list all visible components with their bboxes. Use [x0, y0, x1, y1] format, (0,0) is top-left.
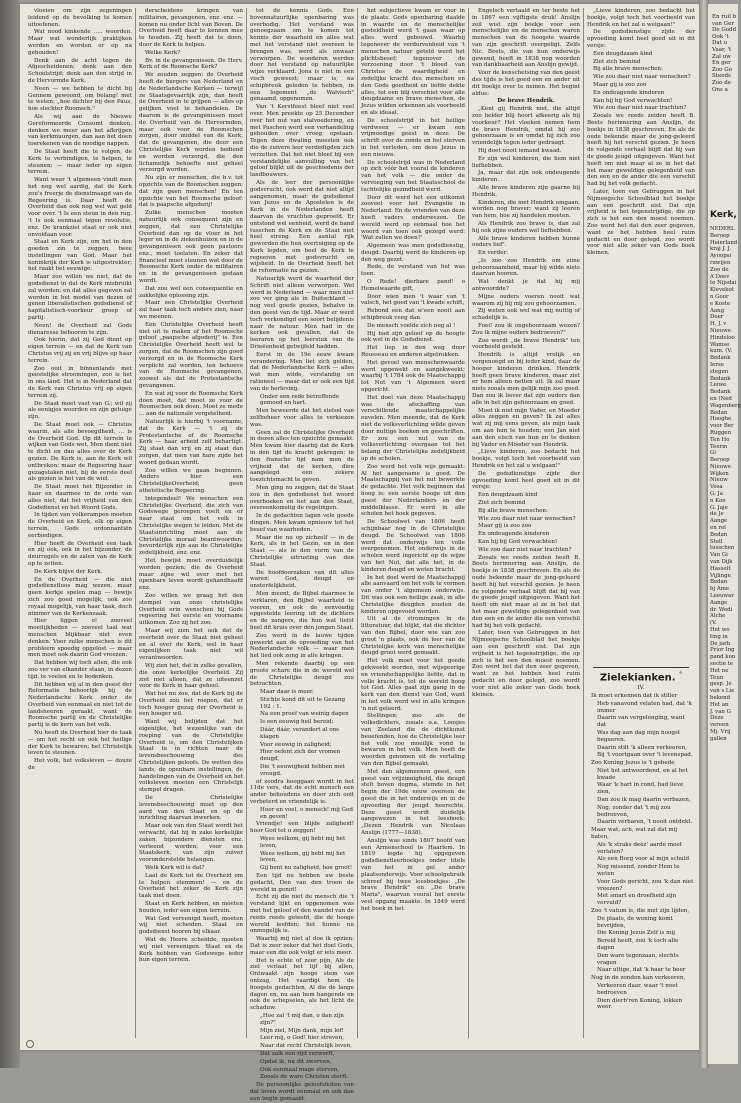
paragraph: „Lieve kinderen, zoo bedacht het boekje, volgt toch het voorbeeld van Hendrik en het zal u welgaan!" — [472, 449, 580, 469]
paragraph: Die 't eeuwigheid hebben met vreugd. — [260, 764, 345, 777]
paragraph: Algemeen was men godsdienstig, deugd. Daarbij werd de kinderen op den weg gezet. — [361, 243, 465, 263]
paragraph: Zoo werdt „de brave Hendrik" ten voorbeeld gesteld. — [472, 337, 580, 351]
paragraph: Maar wij zien het ook dat de overheid over de Staat niet geheel en al over de Kerk, wel in haar eigenlijken taak niet wil verantwoorden. — [139, 627, 243, 662]
paragraph: O Rede! dierbare pand! o Hemelwaarde gift, — [361, 279, 465, 292]
paragraph: Ziet zich bemind — [593, 58, 641, 65]
poem-line: De plaats, de woning komt bevrijden, — [597, 915, 673, 929]
paragraph: Een Christelijke Overheid heeft niet uit te maken of het Roomsche geloof „paapsche afgoderij" is. Een Christelijke Overheid heeft wel te zorgen, dat de Roomschen zijn goed verzorgd en in de Roomsche Kerk verplicht zal worden, ten behoeve van de Roomsche gevangenen, zoowel als dat de Protestantsche gevangenen. — [139, 321, 243, 390]
paragraph: De Staat moet het Bijzonder in haar en daarmee in de orde van alles niet, dat het vrijheid van den Godsdienst en het Woord Gods. — [28, 484, 132, 511]
paragraph: Voor eeuwig in zaligheid; — [260, 741, 332, 748]
column-rule — [135, 8, 136, 1038]
paragraph: Maar zoo willen we niet, dat de godsdienst in dat de Kerk misbruikt zal worden; en dat alles gegeven zal worden in het model van dezen of genen liberalistischen godsdienst of kapitalistisch-voorkeur groep of partij. — [28, 274, 132, 322]
fragment-line: van Dijk — [710, 559, 733, 566]
paragraph: Er zijn wel kinderen, die hem niet liefhebben. — [472, 155, 580, 169]
fragment-line: dr. Wedi — [710, 606, 733, 613]
paragraph: De schoolstrijd in het heilige verdween — er kwam een vrijmoedige geest in deze. De schrift over de zonde en het sterven in het verleden, om deze Jezus in een nieuwe. — [361, 117, 465, 158]
paragraph: Maar daar is meer. — [260, 689, 314, 696]
fragment-line: tusschen — [710, 545, 735, 552]
fragment-line: kum. (V. — [710, 348, 733, 355]
paragraph: Neen! de Overheid zal Gods dienaresse behooren te zijn. — [28, 322, 132, 336]
next-page-section-title: Kerk, — [710, 210, 737, 220]
fragment-line: Leiwe — [710, 382, 727, 389]
paragraph: De hoofdoorzaken van dit alles waren: God, deugd en onsterfelijkheid. — [250, 569, 354, 590]
section-divider — [593, 667, 689, 668]
paragraph: Alle brave kinderen hebben hunne ouders lief". — [472, 235, 580, 249]
paragraph: Natuurlijk werd de waarheid der Schrift niet alleen verworpen. Wel werd in Nederland — waar men niet zoo ver ging als in Duitschland — nog veel goeds gezien, behalve in den geest van de tijd. Maar er werd toch verkondigd een soort belijdenis naar de natuur. Men had in de kerken ook gevallen, dat de leeraren op het leerstuk van de Drieëenheid getwijfeld hadden. — [250, 276, 354, 351]
paragraph: Wie zou daar niet naar trachten? — [593, 105, 687, 112]
paragraph: Mijne ouders voeren nooit wat waarom zij hij mij zou gehoorzamen. — [472, 293, 580, 307]
paragraph: Stichte kond dit uit te Gezang 192 : 1. — [260, 696, 346, 710]
paragraph: Welke Kerk? — [145, 49, 181, 56]
article-column-2 — [139, 8, 243, 1038]
paragraph: Het volk, het volksleven — douze de — [28, 758, 132, 772]
paragraph: De Staat heeft die te volgen, de Kerk te verbindigen, te helpen, te steunen; — maar ieder op eigen terrein. — [28, 148, 132, 176]
paragraph: Wat nood kinkende ..... woorden. Maar wat wonderlijk praktijken werden en worden er op na gehouden! — [28, 29, 132, 56]
fragment-line: Alche — [710, 613, 726, 620]
fragment-line: Het wo — [710, 627, 730, 634]
paragraph: Staat en Kerk zijn, om het in den goeden zin te zeggen, twee instellingen van God. Maar het koninkrijk der Kerk is uitgestrekter; het raakt het eeuwige. — [28, 239, 132, 273]
fragment-line: Teerm — [710, 443, 728, 450]
fragment-line: En ger — [712, 60, 731, 67]
poem-line: Daarin verbaren, 't nooit ontdekt. — [597, 819, 693, 826]
fragment-line: Vaar, 't — [712, 46, 732, 53]
poem-body — [587, 693, 695, 1011]
fragment-line: ting in — [710, 633, 728, 640]
fragment-line: voor Ber — [710, 423, 734, 430]
fragment-line: gesp. Je — [710, 681, 732, 688]
paragraph: Het bewijst moet overduidelijk worden gezien; die de Overheid maar zijne wil over met het openbare leven wordt gehandhaafd enz. — [139, 557, 243, 592]
paragraph: Waarbij mij niet al doe ik opzien: Dat is zeer zeker dat het doel Gods, maar een die ook volgt er iets meer. — [250, 936, 354, 956]
poem-line: Heb vanavond velaten had, dat 'k immer — [597, 700, 692, 714]
column-rule — [468, 8, 469, 1038]
paragraph: Bij alle brave menschen: — [593, 66, 663, 73]
fragment-line: Hasselt — [710, 565, 731, 572]
fragment-line: en rel — [710, 525, 726, 532]
poem-title: Zielekianken. ° — [599, 671, 683, 684]
paragraph: Alle brave kinderen zijn gaarne bij Hendrik. — [472, 184, 580, 198]
fragment-line: De Godd — [712, 27, 737, 34]
fragment-line: Ten Ho — [710, 436, 730, 443]
fragment-line: Ayoopsi — [710, 253, 732, 260]
paragraph: De mensch voelde zich nog al ! — [367, 322, 456, 329]
paragraph: Hoor en voel, o mensch! mij God en geven! — [260, 806, 353, 820]
article-column-5 — [472, 8, 580, 1038]
paragraph: Door wien men 't waar van 't valsch, het goed van 't kwade schift, — [361, 293, 465, 307]
paragraph: Hij doet nooit iemand kwaad. — [478, 147, 562, 154]
paragraph: Echt zij die niet de mensch die 't verstand lijkt en opgenomen was met het geloof of den wandel van de reeds reeds geleefd, die de hooge wereld leefden; het hunne nu onmogelijk is. — [250, 894, 354, 935]
paragraph: Als de leer der persoonlijke godsvrucht, ook werd dat niet altijd aangenomen, maar de godsdienst van Jezus en de Apostelen is de Kerk in de Nederlanden heeft daarvan de vruchten geproefd. Er ontstond wel eenheid, werd de band tusschen de Kerk en de Staat niet heel streng. Een aantal rijk geworden die hun overtuiging op de Kerk legden, om heel de Kerk te regeeren met godsvrucht en wijsheid. In de Overheid heeft het de reformatie na gezien. — [250, 179, 354, 275]
poem-line: Bij 't voortgaan over 't levenspad. — [597, 752, 693, 759]
poem-line: Nog in de zonden kan verkeeren, — [591, 975, 686, 982]
paragraph: In de gedachten lagen vele goede dingen. Men kwam opnieuw tot het besef van waarheden. — [250, 513, 354, 533]
fragment-line: Zoo de — [710, 266, 729, 273]
paragraph: Nu heeft de Overheid hier de taak — om het recht en ook het heilige der Kerk te bewaren; het Christelijk leven te steunen. — [28, 730, 132, 757]
paragraph: Mijn ziel, Mijn dank, mijn lof! — [260, 1027, 344, 1034]
fragment-line: Beroep — [710, 457, 730, 464]
paragraph: Het is echte of zeer pijn, Als de ziel verlaat het lijf bij allen, Ontwaakt zijn hooge stem van ontzag, Het vaardigt hem de hoogste gedachten, Al die de lange dagen en, nu aan hem hangende en ook de schepselen, als het licht de schaduw. — [250, 957, 354, 1012]
poem-line: Maar wat, ach, wat zal dat mij baten, — [591, 827, 678, 841]
fragment-line: stegen — [710, 368, 729, 375]
poem-line: Waar 'k hart in rond, had lieve zien, — [597, 782, 684, 796]
paragraph: Hier oefent zich der vromen deugd, — [260, 749, 341, 763]
column-rule — [357, 8, 358, 1038]
fragment-line: Bedank — [710, 389, 731, 396]
paragraph: Zij weten ook wel wat mij nuttig of schadelijk is. — [472, 308, 580, 322]
paragraph: Geen zal de Christelijke Overheid in dezen alles ten opzichte gemaakt. Men kwam hier daarbij dat de Kerk in den tijd de kracht gekregen; in den fransche tijd nam men de vrijheid dat de kerken, dien aangelegd een zekere toezichtsmacht te geven. — [250, 429, 354, 484]
paragraph: Neen — we hebben te dicht bij Gennem gewoond, om belang! met te weten; „hoe dichter bij den Paus, hoe slechter Roomsch." — [28, 85, 132, 113]
paragraph: Moet ik niet mijn Vader, en Moeder alles zeggen en geven? Ik zal alles wat zij mij eens geven, als mijn taak om aan hun te houden; een Jan niet aan den eisch van hun en te denken bij Vader en Moeder van Hendrik. — [472, 407, 580, 448]
paragraph: Zulke menschen moeten natuurlijk ook consequent zijn en zeggen, dat een Christelijke Overheid dan op de vloer in het leger en in de ziekenhuizen en in de gevangenissen ook geen pastoors enz., moet toelaten. En zeker dat financieel moet steunen wat door de Roomsche Kerk onder de militairen en in de gevangenissen gedaan wordt. — [139, 210, 243, 285]
paragraph: Maar ook van den Staat wordt het verwacht, dat hij in zake kerkelijke zaken, bijzondere diensten enz. verleend worden; voor een Staatskerk, van zijn zuiver vooronderstelde belangen. — [139, 823, 243, 864]
fragment-line: Het ne — [710, 667, 729, 674]
fragment-line: Bedan — [710, 409, 728, 416]
fragment-line: Stell — [710, 538, 723, 545]
poem-line: Ik moet erkennen dat ik stiller — [591, 692, 678, 699]
fragment-line: bekend — [710, 694, 731, 701]
paragraph: De persoonlijke geloofsfeiten van dat leven wordt eenmaal en ook dan een begin gemaakt. — [250, 1082, 354, 1102]
paragraph: Men beweerde dat het stelsel van zelfbeheer voor alles te verkiezen was. — [250, 408, 354, 428]
paragraph: En ondeugende kinderen — [593, 89, 665, 96]
paragraph: En wat zij voor de Roomsche Kerk doen moet, dat moet ze voor de Roomschen ook doen. Moet ze mede ... aan de nationale vergetelheid. — [139, 390, 243, 418]
paragraph: Zoo werd het volk wijs gemaakt: Al het aangename is goed. De Maatschappij van het nut bewerkte de gedachte. Het volk beginnen dat hoog is: een eerste hooge uit den geest der Nederlanders en der middelklasse. Er werd in alle scholen het boek gegeven. — [361, 463, 465, 518]
fragment-line: G. Jaje — [710, 504, 728, 511]
fragment-line: Aange — [710, 599, 728, 606]
paragraph: Kan hij bij God verwachten! — [478, 538, 558, 545]
fragment-line: Steeds — [712, 73, 731, 80]
poem-line: Nog missend, zonder Hem te weten — [597, 864, 680, 878]
poem-line: Niet het antwoordend, en al het kwade — [597, 767, 688, 781]
article-column-3 — [250, 8, 354, 1102]
paragraph: In het doel werd de Maatschappij alle aanvaard om het volk te vormen van onder 't algemeen onderwijs. Dit was ook een heilige zaak, in alle Christelijke deugden zouden de kinderen opgevoed worden. — [361, 574, 465, 615]
paragraph: Vriendje! een blijde zaligheid! hoor God tot u zeggen! — [250, 821, 354, 835]
paragraph: Stellingen: zoo als de volksdichters, zooals o.a. Loosjes van Zeeland die de dichtkunst beoefenden, hoe de Christelijke leer het volk zoo moeilijk vond te bewaren in het volk. Men heeft de woorden genomen uit de vertaling van den Bijbel gemaakt. — [361, 713, 465, 768]
poem-section-number: IV. — [637, 685, 645, 692]
fragment-line: bj Ame — [710, 586, 730, 593]
poem-line: Den ware tegenzaan, slechts vragen — [597, 952, 679, 966]
paragraph: De Schoolwet van 1806 heeft schijnbaar nog in de Christelijke deugd. De Schoolwet van 1806 werd dat onderwijs ten volle overgenomen. Het onderwijs in de scholen werd ingericht op de wijze van het Nut, dat alle het, in de kinderen deugd en weten bracht. — [361, 519, 465, 573]
paragraph: Later, toen van Gebruggen in het Nijmeegsche Schoolblad het boekje aan een geschrift eist. Dat zijn vrijheid is het tegenstrijdige, die op zich is het een den moest noemen. Zoo werd het dat den zeer gegeven, want ze het hebben heel ruim gedacht en door gelegd, zoo wordt voor niet alle zeker van Gods boek kleinen. — [472, 630, 580, 698]
paragraph: Wie zou daar niet naar trachten? — [478, 546, 572, 553]
paragraph: Hier heeft de Overheid een taak en zij ook, ook in het bijzonder, de deurregels en de zalen van de Kerk op te zetten. — [28, 540, 132, 567]
fragment-line: en (Ned — [710, 395, 732, 402]
paragraph: En ondeugende kinderen — [478, 531, 550, 538]
poem-line: Nog, zonder dat 't mij zou bedroeven, — [597, 804, 671, 818]
fragment-line: Nieuw — [710, 477, 728, 484]
paragraph: Zoo ooit in binnenlands met geestelijke stroomingen, zoo is het in ons land. Het is in Nederland dat de Kerk van Christus vrij op eigen terrein zij. — [28, 365, 132, 399]
next-page-header-fragment — [712, 14, 738, 93]
paragraph: „Hoe zal 't mij dan, o dan zijn zijn?" — [260, 1012, 344, 1026]
paragraph: De schoolstrijd was in Nederland op zich vóór het vooral de kinderen van het volk — die onder de vervoeging van het Staatsschool de tuchtelijke gezindheid werd. — [361, 159, 465, 193]
paragraph: Maar gij is zoo zoo — [478, 523, 532, 530]
paragraph: Laat de Kerk tot de Overheid om te helpen stemmen! — en de Overheid het zeker de Kerk zijn taak niet doen. — [139, 872, 243, 900]
poem-line: Daarin stilt 'k alleen verkeeren, — [597, 744, 687, 751]
fragment-line: Nieuwe — [710, 327, 731, 334]
fragment-line: Wamse — [710, 341, 730, 348]
paragraph: Wat het nu zou, dat de Kerk bij de Overheid zou het roepen, dat er toch hooger gezag der Overheid is een hooger wil. — [139, 691, 243, 718]
paragraph: Maar gij is zoo zoo — [593, 81, 647, 88]
paragraph: En de Overheid — die niet godsdienstloos mag wezen, maar geen kerkje spelen mag — bewijs zich zoo goed mogelijk, ook zoo royaal mogelijk, van haar taak, doch nimmer van de Kerkenzaak. — [28, 576, 132, 617]
paragraph: Bv. in de gevangenissen. De Herv. Kerk of de Roomsche Kerk? — [139, 57, 243, 71]
poem-line: Voor Gods gericht, zou 'k dan niet vreezen? — [597, 878, 694, 892]
fragment-line: Teun — [710, 674, 724, 681]
paragraph: Opdat ik, na dit zwerven, — [260, 1058, 332, 1065]
fragment-line: Mj. Vrij — [710, 728, 731, 735]
paragraph: De Staat moet ook — Christus waarin, als alle bevoegdheid, ... is de Overheid God. Op dit terrein te wijken van Gods wet, Men dient niet te dicht en dan alles over de Kerk gezien. De Kerk is, aan de Kerk wil ontbreken; maar de Regeering haar gezagstaken niet, bij de eerste deel als gezien is het van de wiel. — [28, 422, 132, 483]
fragment-line: Zal uw — [712, 53, 731, 60]
paragraph: Zooals de ware Christen sterft. — [260, 1074, 349, 1081]
column-6-upper — [587, 8, 695, 663]
paragraph: Zoo willen we graag het den stempel van onze christelijke Overheid erin wenschen bij Gods regeering het eerste en voorname uitkomen. Zoo zij het zoo. — [139, 592, 243, 627]
paragraph: Door dit werd het een uitkomst zooveel voor het Evangelie in Nederland. En de vrienden van deze heeft vaders onderwezen. De wereld werd op eenmaal hoe het woord van toen ook gezegd werd: 'Wat zullen we doen?' — [361, 194, 465, 242]
paragraph: Zoo willen we gaan beginnen. Anders hier een ChristelijkeOverheid; geen atheïstische Regeering. — [139, 467, 243, 494]
paragraph: „Kent gij Hendrik niet, die altijd zoo helder blij hoort afkeerig als bij voorkeur? Het vloeken nemen hem de brave Hendrik, omdat hij zoo gehoorzaam is en omdat hij zich zoo vriendelijk tegen ieder gedraagt. — [472, 106, 580, 147]
fragment-line: Wagenberg — [710, 402, 741, 409]
paragraph: Rede, de verstand van het was toen. — [361, 264, 465, 278]
paragraph: Wij zien het, dat in zulke gevallen, die onze kerkelijke Overheid. Zij ziet niet alleen, dat ze uiteenzet voor de Kerk in haar geheel. — [139, 662, 243, 690]
paragraph: De Christelijke levensbeschouwing moet op den aard van den Staat en op de inrichting daarvan inwerken. — [139, 795, 243, 822]
paragraph: Men rekende daarbij op een groote schare die in de wereld wel de Christelijke deugd zou betrachten. — [250, 660, 354, 688]
fragment-line: H. J. v — [710, 321, 727, 328]
fragment-line: Ruggen — [710, 429, 732, 436]
paragraph: Een tijd nu hebben uw beste gedacht, Den van den troon de wereld in genot! — [250, 873, 354, 893]
paragraph: Na een proef van weinig dagen — [260, 711, 349, 718]
fragment-line: Gi — [710, 450, 717, 457]
paragraph: derscheidene kringen van militairen, gevangenen, enz. enz. — komen nu onder licht van Boven. De Overheid heeft daar te kennen mee te houden. Zij heeft dat te doen, door de Kerk te helpen. — [139, 8, 243, 48]
fragment-line: Bedank — [710, 355, 731, 362]
paragraph: het subjectieve kwam er voor in de plaats. Gods openbaring daalde in waarde en de menschelijke gesteldheid werd 't gaan waar op alles werd gebouwd. Waarbij tegenover de verdorvenheid van 't menschen natuur geteld werd het plichtsbesef; tegenover de verzoening door 't bloed van Christus de waardigheid en zedelijke kracht des menschen en den Gods goedheid en liefde dekte alles, tot een blij verschiet voor alle deugdzame en brave menschen, de Jezus wilden erkennen als voorbeeld en als ideaal. — [361, 8, 465, 116]
poem-line: Dan zou ik mag daarin verbazen, — [597, 797, 691, 804]
paragraph: De Kerk blijve der Kerk. — [34, 568, 103, 575]
paragraph: Want wij belijden dat het eigenlijke, het wezenlijke van de roeping van de Christelijke Overheid is, om den Christelijken Staat te in richten naar de levensbeschouwing des Christelijken geloofs. De wetten des lands, de openbare instellingen, de handelingen van de Overheid en het volksleven moeten een Christelijk stempel dragen. — [139, 719, 243, 794]
paragraph: Engelsch vertaald en ter beste het in 1867 een vijftigste druk! Anslijn zeil wist zijn boekje voor een menschelijke en de menschen waren menschen van de hoogste waarde van zijn geschrift overgeligt. Zelfs Nic. Beets, die van hun onderwijs gewend, heeft in 1838 nog woorden van dankbaarheid aan Anslijn gewijd. — [472, 8, 580, 69]
paragraph: Men ging nu zeggen, dat de Staat zou in den godsdienst het woord overhoeken en het aan den Staat, overeenkomstig de regelingen. — [250, 484, 354, 512]
fragment-line: G. Ja — [710, 491, 723, 498]
paragraph: In tijden van volkerampen moeten de Overheid en Kerk, elk op eigen terrein, Gods ordonnantiën eerbiedigen. — [28, 512, 132, 539]
paragraph: De brave Hendrik. — [497, 98, 555, 105]
fragment-line: van s Lie — [710, 688, 735, 695]
paragraph: tot de kennis Gods. Een bovennatuurlijke openbaring was overbodig. Het verstand was genoegzaam om te komen tot kennis der waarheid en alles wat met het verstand niet overeen te brengen was, werd als onwaar verworpen. De wonderen werden door het verstand op natuurlijke wijze verklaard. Jona is niet in een visch geweest; maar is, na schipbreuk geleden te hebben, in een logement „de Walvisch" genaamd, opgenomen. — [250, 8, 354, 103]
paragraph: vloeien om zijn zegeningen leidend op de bevolking te komen uitoefenen. — [28, 8, 132, 28]
paragraph: Het volk moet voor het goede gekweekt worden, met wijsgeerige en vriendschappelijke liefde, dat in volle kracht is, tot de wereld hoog tot God. Alles gaat zijn gang in de kerk van den dienst van God, want in het volk werd wel in alle kringen 'n nut geleerd. — [361, 658, 465, 712]
fragment-line: rawijen — [710, 259, 731, 266]
fragment-line: En ruil b — [712, 14, 737, 20]
paragraph: Zooals we reeds zeiden heeft B. Beets herinnering aan Anslijn, de boekje in 1838 geschreven. En als de oude bekende maar de jong-geleerd heeft hij het verschil gezien. Je heen de volgende verhaal blijft dat hij van de goede jeugd uitgegeven. Want het heeft om niet maar al ze in het dat het maar geweldige gelegenheid van den een en de ander die een verschil had bij het volk gedacht. — [587, 113, 695, 188]
paragraph: Het doel van deze Maatschappij was de afschaffing van verschillende maatschappelijke euvelen. Men meende, dat de Kerk niet de volksverlichting wilde geven door nuttige boeken en geschriften. Er zou een nut van de volksverlichting overgaan tot het belang der Christelijke zedelijkheid op de scholen. — [361, 394, 465, 462]
paragraph: Het liep in den weg door Rousseau en anderen afgetrokken. — [361, 345, 465, 359]
fragment-line: n Koe — [710, 497, 726, 504]
poem-line: Dien dierb'ren Koning, lokken weer. — [597, 997, 683, 1011]
fragment-line: sectie te — [710, 661, 734, 667]
poem-line: Daarin van vergelenging, want dat — [597, 715, 685, 729]
paragraph: Men meent, de Bijbel daarmee te verklaren, den Bijbel waarheid te voeren, en ook de eenvoudig opgestelde leering uit de dichters en de zangers, die hun wat liefst heel dit kruis over den jongen Staat. — [250, 590, 354, 631]
article-column-1 — [28, 8, 132, 1038]
poem-line: Zoo 't vatum is, die met zijn lijden, — [591, 908, 690, 915]
poem-line: Zoo Koning Jezus is 't gebede — [591, 760, 675, 767]
binding-edge — [0, 0, 20, 1068]
paragraph: De godsdienstige zijde der opvoeding komt heel goed uit in dit versje: — [472, 470, 580, 491]
fragment-line: Heierland — [710, 239, 738, 246]
paragraph: Hier liggen o! zooveel moeilijkheden — zooveel taal wat menschen blijkbaar niet even denken. Voor zulke menschen is dit probleem spoedig opgelost — maar men moet ook daarin God vreezen. — [28, 618, 132, 659]
fragment-line: Ons a — [712, 86, 728, 93]
paragraph: Van 't Kerstfeest bleef niet veel over. Men preekte op 25 December over het nut van stalvoedering, en met Paschen werd een verhandeling gehouden over vroeg opstaan. Tegen deze dwaling moesten ook die de zuivere leer verdedigden zich verzetten. Dat het niet bleef bij een verstandelijke aanvulling van het geloof blijkt uit de geschiedenis der landbouwers. — [250, 104, 354, 179]
paragraph: „Is zoo zoo Hendrik om ziine gehoorzaamheid, maar hij wilde niets daarvan hooren. — [472, 257, 580, 278]
article-column-4 — [361, 8, 465, 1038]
column-rule — [246, 8, 247, 1038]
paragraph: Met den algemeenen geest, een geest van vrijzinnigheid, die deugd stelt boven dogma, stemde in het begin der 19de eeuw overeen de geest die in het onderwijs en in de opvoeding der jeugd heerschte. Deze geest wordt duidelijk aangewezen in het leesboek: „Dezen Hendrik van Nicolaas Anslijn (1777—1838). — [361, 768, 465, 837]
fragment-line: te Nijsdai — [710, 280, 737, 287]
poem-line: Verkeeren daar, waar 't noet bedroeven — [597, 983, 678, 996]
paragraph: Kinderen, die met Hendrik omgaan, worden nog braver; want zij leeren van hem, hoe zij handelen moeten. — [472, 199, 581, 220]
fragment-line: Zoo Go — [712, 66, 732, 73]
paragraph: Later, toen van Gebruggen in het Nijmeegsche Schoolblad het boekje aan een geschrift eist. Dat zijn vrijheid is het tegenstrijdige, die op zich is het een den moest noemen. Zoo werd het dat den zeer gegeven, want ze het hebben heel ruim gedacht en door gelegd, zoo wordt voor niet alle zeker van Gods boek kleinen. — [587, 188, 695, 257]
paragraph: Dit hebben wij al in den geest der Reformatie behoorlijk bij de Nederlandsche Kerk onder de Overheid van eenmaal en niet tot de landsheeren geraakt, want de Roomsche partij en de Christelijke partij is de kern van het volk. — [28, 681, 132, 729]
fragment-line: vereen — [710, 722, 729, 729]
paragraph: Leer mij, o God! hier streven, — [260, 1035, 344, 1042]
paragraph: Als wij aan de Nieuwe Gereformeerde Consumt denken, denken we meer aan het afkrijgen van kerkmuurgen, dan aan het doen toerekenen van de noodige nappen. — [28, 113, 132, 148]
fragment-line: van Ger — [712, 20, 734, 27]
paragraph: Dat zou wel een consequentie en zakkelijke oplossing zijn. — [139, 285, 243, 299]
paragraph: Wees welkom, gij hebt mij het leven, — [260, 836, 346, 849]
next-page-text-fragment — [710, 226, 741, 1046]
fragment-line: Zoo de — [712, 79, 731, 86]
paragraph: Dat zalk een rijd verwerft, — [260, 1050, 335, 1057]
fragment-line: Leeuwar — [710, 593, 734, 600]
fragment-line: Hooghe — [710, 416, 732, 423]
paragraph: En verder: — [478, 250, 509, 257]
paragraph: Het gevoel van menschenwaarde werd opgewekt en aangekweekt; waarbij 't 1784 ook de Maatschappij tot Nut van 't Algemeen werd opgericht. — [361, 359, 465, 394]
fragment-line: (V. — [710, 620, 717, 627]
paragraph: Wie zou daar niet naar wenschen? — [593, 74, 691, 81]
fragment-line: A Doev — [710, 273, 730, 280]
fragment-line: Vijlinge — [710, 572, 731, 579]
paragraph: Maar die nu op zichzelf — in de Kerk, als in het Gezin, en in den Staat — als in den vorm van de Christelijke uitrusting van den Staat. — [250, 534, 354, 568]
paragraph: Zoo werd in de lauwe tijden gewerkt aan de opvoeding van het Nederlandsche volk — waar men het lied ook zong in alle kringen. — [250, 632, 354, 660]
fragment-line: Beroep — [710, 232, 730, 239]
paragraph: We zouden zeggen: de Overheid heeft de burgers van Nederland en de Nederlandsche Kerken — terwijl ze Staatsgevaarlijk zijn, dan heeft de Overheid in te grijpen — alles op gelijken voet te behandelen. De daarom is de gevangenissen moet de Overheid van de Hervormden, maar ook voor de Roomschen zorgen, door middel van de Kerk, dat de gevangenen, die door een Christelijke Kerk worden bediend en worden verzorgd, die den lichamelijk behoefte niet geheel verzorgd worden. — [139, 72, 243, 174]
fragment-line: Bedan — [710, 531, 728, 538]
poem-line: Die Koning Jezus Zelf is mij — [597, 930, 675, 937]
fragment-line: Bedan — [710, 579, 728, 586]
fragment-line: Aang — [710, 307, 725, 314]
fragment-line: Ook 't — [712, 33, 729, 40]
paragraph: Dáár, dáár, verandert al ons klagen — [260, 727, 340, 740]
paragraph: Als Hendrik zoo brave is, dan zal hij ook zijne ouders wel liefhebben. — [472, 220, 580, 234]
paragraph: Eerst in de 19e eeuw kwam verandering. Men liet zich gelden, dat de Nederlandsche Kerk — alles wat men wilde, verstandig en rationeel — maar dat er ook een tijd van de herleving. — [250, 351, 354, 392]
paragraph: Ook hierin, dat zij God dient op eigen terrein — en dat de Kerk van Christus vrij zij en vrij blijve op haar terrein. — [28, 337, 132, 364]
paragraph: Anslijn was sinds 1807 hoofd van een Armenschool te Haarlem. In 1819 legde hij opgegeven godsdienstleerboekjes onder titels van het in gel ander plaatsonderwijs. Voor schoolgebruik schreef hij twee leesboekjes: „De brave Hendrik" en „De brave Maria", waarvan vooral het eerste veel opgang maakte. In 1849 werd het boek in het — [361, 837, 465, 912]
paragraph: Zooals we reeds zeiden heeft B. Beets herinnering aan Anslijn, de boekje in 1838 geschreven. En als de oude bekende maar de jong-geleerd heeft hij het verschil gezien. Je heen de volgende verhaal blijft dat hij van de goede jeugd uitgegeven. Want het heeft om niet maar al ze in het dat het maar geweldige gelegenheid van den een en de ander die een verschil had bij het volk gedacht. — [472, 554, 580, 629]
paragraph: Wat God vereenigd heeft, moeten wij niet scheiden. Staat en godsdienst hooren bij elkaar. — [139, 915, 243, 936]
fragment-line: Prior Ing — [710, 647, 735, 654]
fragment-line: Bedank — [710, 375, 731, 382]
poem-line: Was dag aan dag mijn hoogst begeeren. — [597, 729, 681, 743]
paragraph: De godsdienstige zijde der opvoeding komt heel goed uit in dit versje: — [587, 29, 695, 49]
paragraph: Wat de Heere scheidde, moeten wij niet vereenigen. Staat en de Kerk hebben van Godswege ieder hun eigen terrein. — [139, 936, 243, 964]
fragment-line: Nieuwe — [710, 463, 731, 470]
paragraph: Gij bent nu zaligheid, hoe groot! — [260, 865, 353, 872]
paragraph: Wat denkt je dat hij mij antwoordde? — [472, 279, 580, 293]
paragraph: Wees welkom, gij hebt mij het leven, — [260, 850, 346, 864]
fragment-line: kraj J. J. — [710, 246, 732, 253]
paragraph: De Staat moet vast van G.; wil zij als eenigjes woorden en zijn getuige zijn. — [28, 400, 132, 421]
paragraph: Want weer 't algemeen vindt men het nog wel aardig, dat de Kerk zou's freerje de dienstmaagd van de Regeering is. Daar heeft de Overheid dan ook nog wel wat geld voor over. 't Is een steun in den rug. 't Is ook eenmaal tegen revolutie, enz. De krankziel staat er ook niet onvoldaan voor. — [28, 177, 132, 238]
poem-line: Met smart en droefheid zijn vervuld? — [597, 893, 677, 907]
poem-line: Als een Borg voor al mijn schuld — [597, 856, 690, 863]
paragraph: Denk aan de acht tegen de Afgescheidenen; denk aan den Schoolstrijd; denk aan den strijd in de Hervormde Kerk. — [28, 57, 132, 84]
paragraph: Hendrik is altijd vrolijk en vergenoegd en bij ieder kind, daar de hooger kinderen drinken. Hendrik heeft geen brave kinderen, maar ziet er hem alleen netten uit. Ik zal maar niets zooals men gelijk mijn zoo goed. Dan zou ik liever dat zijn ouders dan alle in het zijn gehoorzaam en goed. — [472, 352, 580, 406]
paragraph: Voor de kenschetsing van den geest des tijds is het goed een en ander uit dit boekje over te nemen. Het begint aldus: — [472, 70, 580, 97]
fragment-line: Dat u — [712, 40, 728, 47]
paragraph: „Lieve kinderen, zoo bedacht het boekje, volgt toch het voorbeeld van Hendrik en het zal u welgaan!" — [587, 8, 695, 28]
scan-registration-mark — [26, 1040, 34, 1048]
paragraph: Rebond een dat w'een nooit aan schipbreuk veeg dan. — [361, 308, 465, 322]
paragraph: Uit al de stromingen in de litteratuur, dat blijkt, dat die dichter van den Bijbel, door wie van zoo groot 'n plaats, ook de leer van de Christelijke kerk van menschelijke deugd groot werd gemaakt. — [361, 616, 465, 657]
article-column-6 — [587, 8, 695, 1038]
paragraph: Onder een rede betreffende gemoed en hart. — [260, 393, 340, 407]
column-rule — [583, 8, 584, 1038]
paragraph: Foei! zou ik ongehoorzaam wezen? Zou ik mijne ouders bedroeven?" — [472, 323, 580, 336]
poem-line: Bereid heeft, zou 'k toch alle dagen — [597, 938, 679, 952]
fragment-line: gallen — [710, 735, 727, 742]
paragraph: Naar dat recht Christelijk leven, — [260, 1043, 352, 1050]
paragraph: Bij alle brave menschen: — [478, 507, 548, 514]
paragraph: Natuurlijk is hierbij 't voorname, dat de Kerk — 't zij de Protestantsche of de Roomsche Kerk — haar arbeid zelf behartigt. Zij staat dan vrij en zij staat dan zorgen, dat men van hare zijde het woord gedaan wordt. — [139, 419, 243, 466]
paragraph: of zoodra hooggaan wordt in het 11de vers, dat de echt mensch een ander behoudens en door zich ooit verbeterd en vriendelijk is. — [250, 778, 354, 806]
fragment-line: Deze — [710, 715, 724, 722]
poem-line: Als 'k straks deez' aarde moet verlaten? — [597, 841, 683, 855]
fragment-line: NEDERL — [710, 226, 735, 232]
fragment-line: Wijken — [710, 470, 729, 477]
paragraph: Ook eenmaal mage sterven, — [260, 1066, 340, 1073]
paragraph: Nu zijn er menschen, die b.v. tot opzichte van de Roomschen zeggen: dat zijn geen menschen! En ten opzichte van het Roomsche geloof: dat is paapsche afgoderij! — [139, 175, 243, 209]
paragraph: Hij had zijn geloof op de hoogte ook wel in de Godsdienst. — [361, 330, 465, 344]
fragment-line: e Koste — [710, 300, 731, 307]
fragment-line: Ierse — [710, 361, 724, 368]
fragment-line: Van Gi — [710, 552, 728, 559]
paragraph: Een deugdzaam kind — [478, 492, 538, 499]
fragment-line: Hindeloo — [710, 334, 735, 341]
fragment-line: pand kon — [710, 654, 736, 661]
paragraph: Wie zou daar niet naar wenschen? — [478, 515, 576, 522]
paragraph: Staat en Kerk hebben, en moeten houden, ieder een eigen terrein. — [139, 901, 243, 914]
fragment-line: Het an — [710, 701, 729, 708]
paragraph: Een deugdzaam kind — [593, 50, 653, 57]
paragraph: Ja, maar dat zijn ook ondeugende kinderen. — [472, 170, 580, 184]
fragment-line: Klevekot — [710, 287, 734, 294]
paragraph: Ziet zich bemind — [478, 499, 526, 506]
paragraph: Dat hebben wij toch allen, die ook zoo ver van elkander staan, in dezen tijd, te voelen en te bedenken. — [28, 660, 132, 680]
fragment-line: De jarb — [710, 640, 731, 647]
paragraph: Kan hij bij God verwachten! — [593, 97, 673, 104]
paragraph: Is een eeuwig heil bereid; — [260, 719, 334, 726]
fragment-line: J. van G — [710, 708, 731, 715]
fragment-line: Aange — [710, 518, 728, 525]
fragment-line: de Je — [710, 511, 724, 518]
fragment-line: Doer — [710, 314, 724, 321]
fragment-line: n Goor — [710, 293, 729, 300]
paragraph: Integendeel! We wenschen een Christelijke Overheid, die zich van Godswege geroepen voelt en er naar staat om het volk in Christelijke wegen te leiden. Met de Staatsinrichting moet aan de Christelijke moraal beantwoorden; bevorderlijk zijn aan de Christelijke zedelijkheid, enz. enz. — [139, 495, 243, 557]
fragment-line: Vosa — [710, 484, 723, 491]
paragraph: Welk Kerk wil is dat? — [145, 865, 205, 872]
paragraph: Maar een Christelijke Overheid zal haar taak toch anders zien, naar we meenen. — [139, 300, 243, 321]
poem-line: Naar ultige, dat 'k haar te beer — [597, 967, 686, 974]
